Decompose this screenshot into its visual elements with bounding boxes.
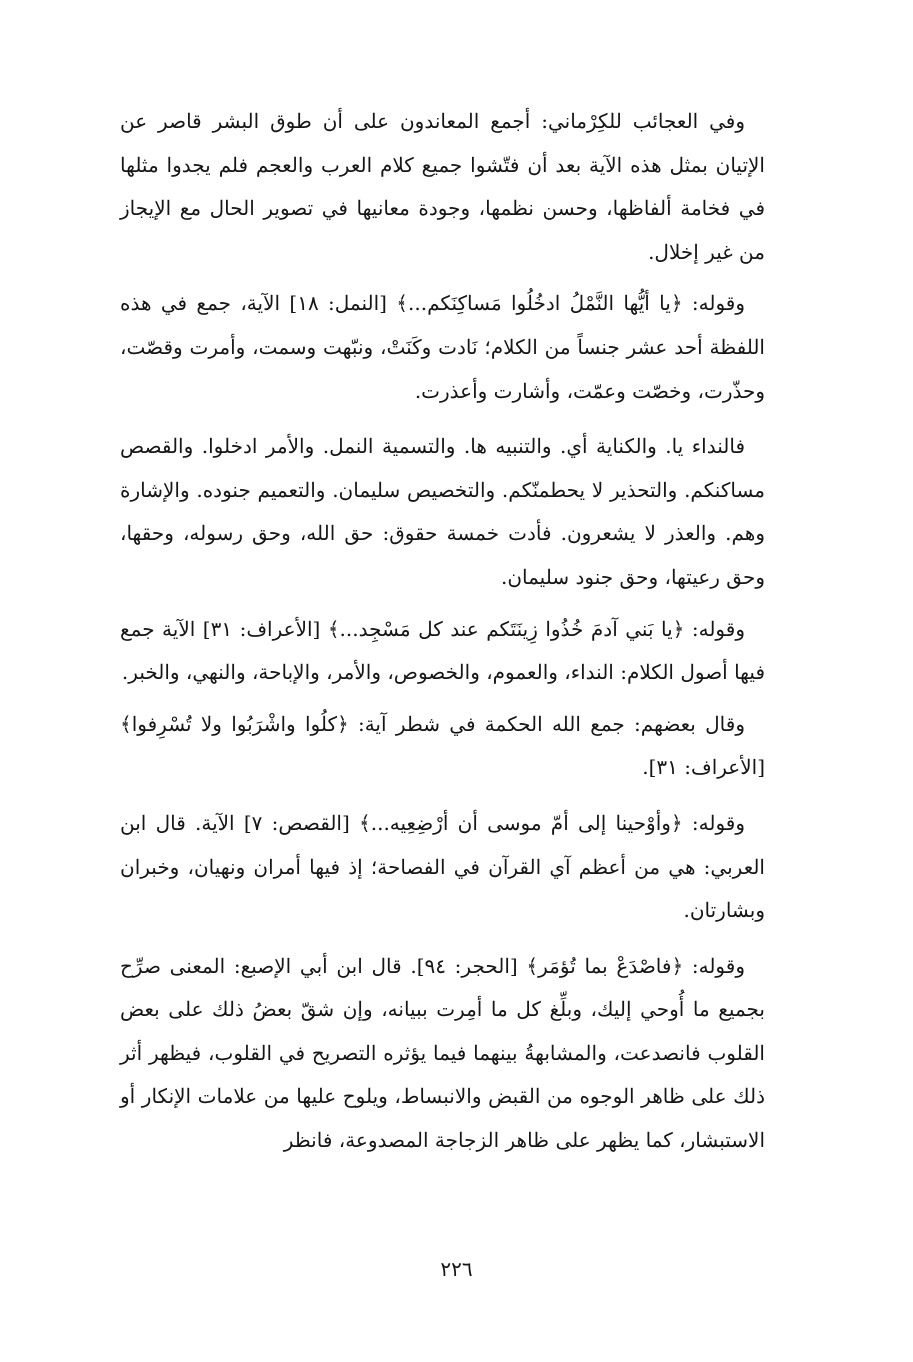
paragraph-adam-verse: وقوله: ﴿يا بَني آدمَ خُذُوا زِينَتَكم عند كل مَسْجِد...﴾ [الأعراف: ٣١] الآية جمع فيها أصول الكلام: النداء، والعموم، والخصوص، والأمر، والإباحة، والنهي، والخبر. [120,616,765,685]
page-number: ٢٢٦ [440,1257,473,1281]
paragraph-ant-analysis: فالنداء يا. والكناية أي. والتنبيه ها. والتسمية النمل. والأمر ادخلوا. والقصص مساكنكم. والتحذير لا يحطمنّكم. والتخصيص سليمان. والتعميم جنوده. والإشارة وهم. والعذر لا يشعرون. فأدت خمسة حقوق: حق الله، وحق رسوله، وحقها، وحق رعيتها، وحق جنود سليمان. [120,434,765,589]
page-body [120,100,765,1163]
paragraph-eat-drink-verse: وقال بعضهم: جمع الله الحكمة في شطر آية: ﴿كلُوا واشْرَبُوا ولا تُسْرِفوا﴾ [الأعراف: ٣١]. [120,711,765,780]
paragraph-proclaim-verse: وقوله: ﴿فاصْدَعْ بما تُؤمَر﴾ [الحجر: ٩٤]. قال ابن أبي الإصبع: المعنى صرِّح بجميع ما أُوحي إليك، وبلِّغ كل ما أمِرت ببيانه، وإن شقّ بعضُ ذلك على بعض القلوب فانصدعت، والمشابهةُ بينهما فيما يؤثره التصريح في القلوب، فيظهر أثر ذلك على ظاهر الوجوه من القبض والانبساط، ويلوح عليها من علامات الإنكار أو الاستبشار، كما يظهر على ظاهر الزجاجة المصدوعة، فانظر [120,953,765,1153]
paragraph-ant-verse: وقوله: ﴿يا أيُّها النَّمْلُ ادخُلُوا مَساكِنَكم...﴾ [النمل: ١٨] الآية، جمع في هذه اللفظة أحد عشر جنساً من الكلام؛ نَادت وكَنَتْ، ونبّهت وسمت، وأمرت وقصّت، وحذّرت، وخصّت وعمّت، وأشارت وأعذرت. [120,291,765,403]
paragraph-karmani: وفي العجائب للكِرْماني: أجمع المعاندون على أن طوق البشر قاصر عن الإتيان بمثل هذه الآية بعد أن فتّشوا جميع كلام العرب والعجم فلم يجدوا مثلها في فخامة ألفاظها، وحسن نظمها، وجودة معانيها في تصوير الحال مع الإيجاز من غير إخلال. [120,109,766,264]
paragraph-musa-mother-verse: وقوله: ﴿وأوْحينا إلى أمّ موسى أن أرْضِعِيه...﴾ [القصص: ٧] الآية. قال ابن العربي: هي من أعظم آي القرآن في الفصاحة؛ إذ فيها أمران ونهيان، وخبران وبشارتان. [120,810,765,923]
